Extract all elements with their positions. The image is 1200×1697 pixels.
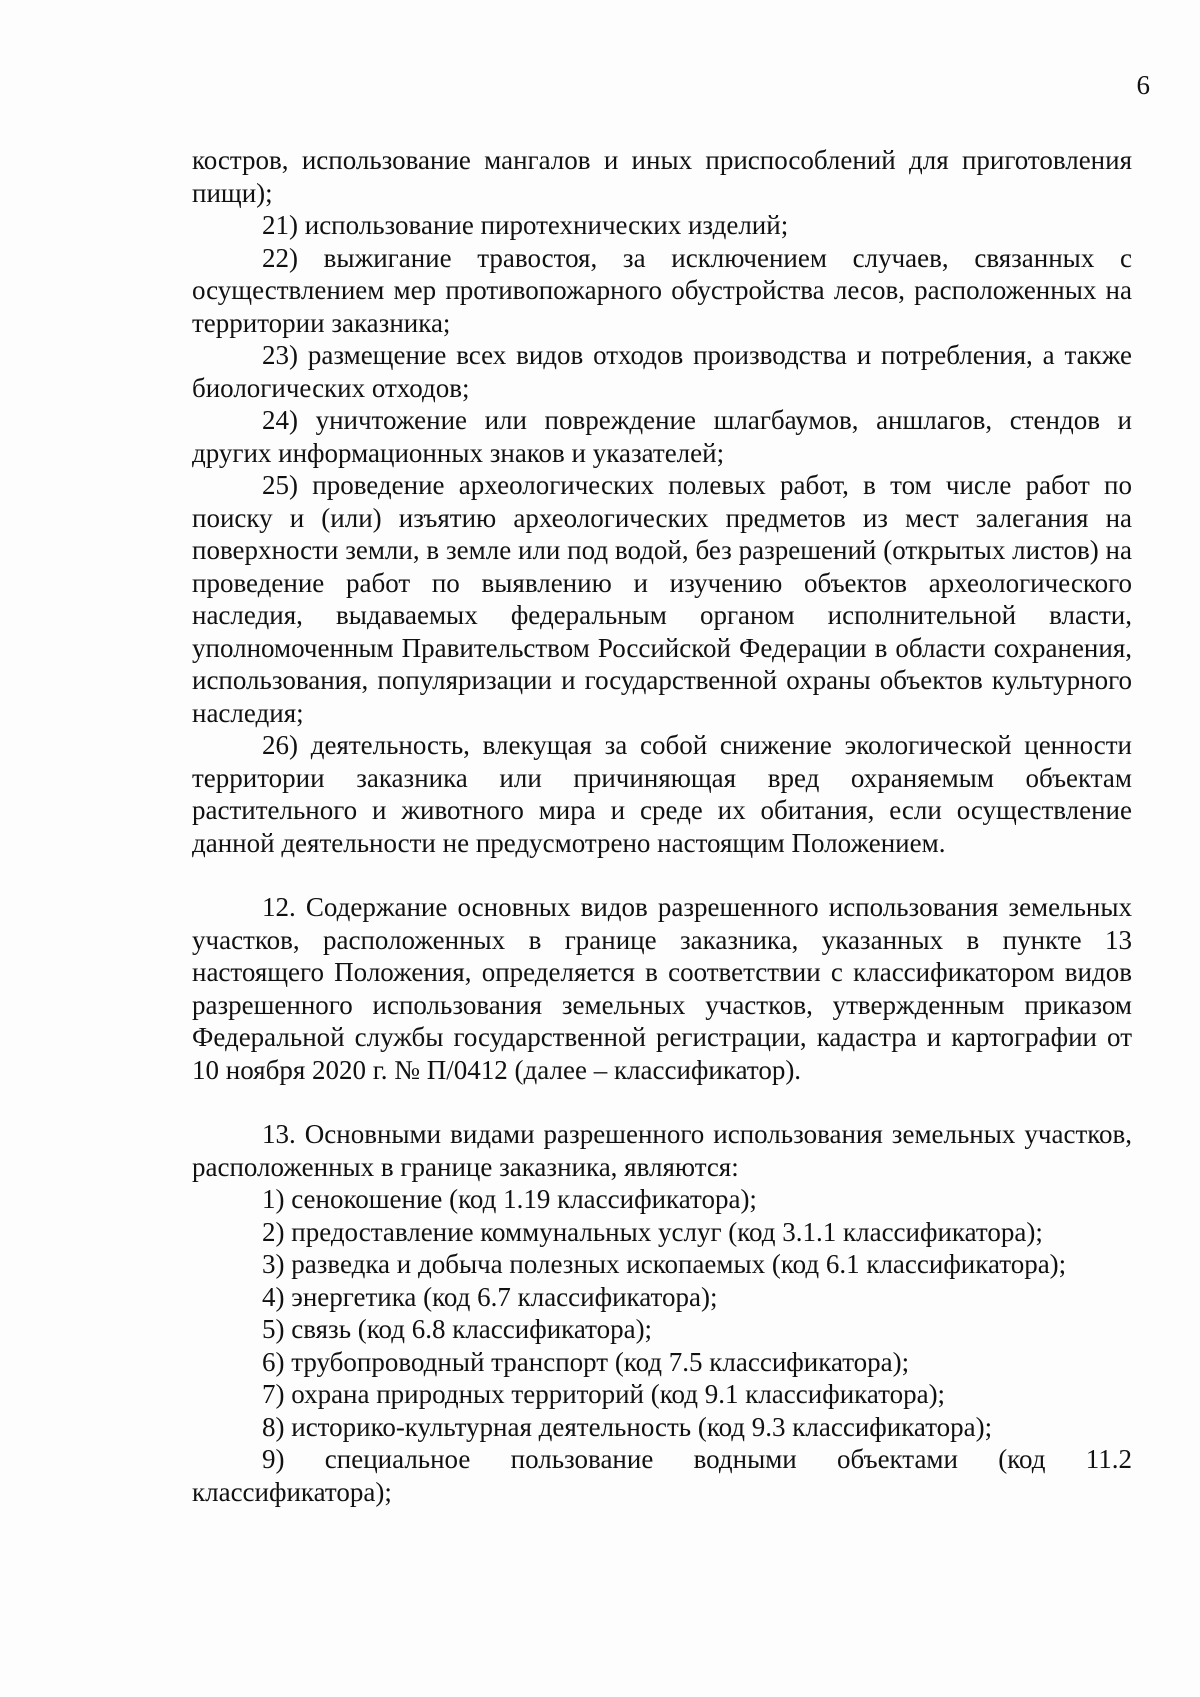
permitted-use-item-3: 3) разведка и добыча полезных ископаемых (код 6.1 классификатора); <box>262 1249 1067 1279</box>
permitted-use-item-7: 7) охрана природных территорий (код 9.1 классификатора); <box>262 1379 946 1409</box>
list-item-23: 23) размещение всех видов отходов производства и потребления, а также биологических отходов; <box>192 340 1132 403</box>
list-item-22: 22) выжигание травостоя, за исключением случаев, связанных с осуществлением мер противопожарного обустройства лесов, расположенных на территории заказника; <box>192 242 1132 338</box>
document-body <box>192 144 1132 1508</box>
permitted-use-item-4: 4) энергетика (код 6.7 классификатора); <box>262 1281 718 1312</box>
list-item-26: 26) деятельность, влекущая за собой снижение экологической ценности территории заказника или причиняющая вред охраняемым объектам растительного и животного мира и среде их обитания, если осуществление данной деятельности не предусмотрено настоящим Положением. <box>192 730 1132 858</box>
list-item-21: 21) использование пиротехнических изделий; <box>262 210 789 240</box>
permitted-use-item-9: 9) специальное пользование водными объектами (код 11.2 классификатора); <box>192 1444 1132 1507</box>
clause-12: 12. Содержание основных видов разрешенного использования земельных участков, расположенных в границе заказника, указанных в пункте 13 настоящего Положения, определяется в соответствии с классификатором видов разрешенного использования земельных участков, утвержденным приказом Федеральной службы государственной регистрации, кадастра и картографии от 10 ноября 2020 г. № П/0412 (далее – классификатор). <box>192 892 1132 1085</box>
clause-13: 13. Основными видами разрешенного использования земельных участков, расположенных в границе заказника, являются: <box>192 1119 1132 1182</box>
permitted-use-item-5: 5) связь (код 6.8 классификатора); <box>262 1314 653 1344</box>
list-item-24: 24) уничтожение или повреждение шлагбаумов, аншлагов, стендов и других информационных знаков и указателей; <box>192 405 1132 468</box>
list-item-25: 25) проведение археологических полевых работ, в том числе работ по поиску и (или) изъятию археологических предметов из мест залегания на поверхности земли, в земле или под водой, без разрешений (открытых листов) на проведение работ по выявлению и изучению объектов археологического наследия, выдаваемых федеральным органом исполнительной власти, уполномоченным Правительством Российской Федерации в области сохранения, использования, популяризации и государственной охраны объектов культурного наследия; <box>192 470 1132 728</box>
permitted-use-item-6: 6) трубопроводный транспорт (код 7.5 классификатора); <box>262 1346 910 1377</box>
permitted-use-item-2: 2) предоставление коммунальных услуг (код 3.1.1 классификатора); <box>262 1216 1043 1247</box>
permitted-use-item-1: 1) сенокошение (код 1.19 классификатора); <box>262 1184 757 1214</box>
permitted-use-item-8: 8) историко-культурная деятельность (код 9.3 классификатора); <box>262 1411 993 1442</box>
page-number: 6 <box>1136 70 1150 100</box>
paragraph-continuation: костров, использование мангалов и иных приспособлений для приготовления пищи); <box>192 145 1132 208</box>
